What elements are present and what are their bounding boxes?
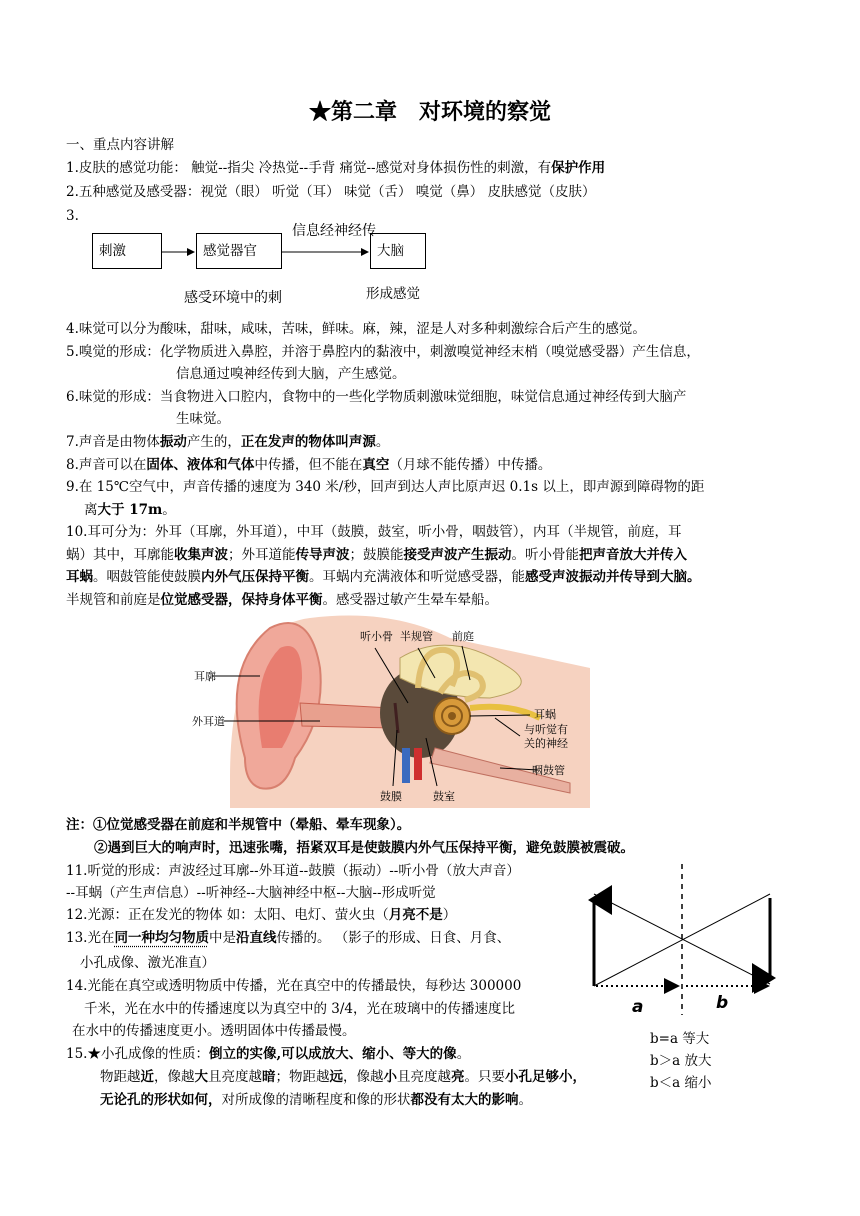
line-2: 2.五种感觉及感受器：视觉（眼） 听觉（耳） 味觉（舌） 嗅觉（鼻） 皮肤感觉（皮肤） — [66, 184, 596, 200]
bold-text: 小孔足够小， — [505, 1069, 586, 1085]
bold-text: 倒立的实像,可以成放大、缩小、等大的像 — [208, 1046, 457, 1062]
pinhole-diagram — [580, 860, 790, 1020]
bold-text: 耳蜗 — [66, 569, 93, 585]
text: 且亮度越 — [397, 1069, 451, 1085]
text: 8.声音可以在 — [66, 457, 147, 473]
bold-text: 位觉感受器，保持身体平衡 — [160, 592, 323, 608]
text: 离 — [84, 502, 98, 518]
text: 。 — [162, 502, 176, 518]
bold-text: 无论孔的形状如何， — [100, 1092, 222, 1108]
bold-text: 内外气压保持平衡 — [201, 569, 309, 585]
text: 。 — [518, 1092, 532, 1108]
line-15b — [100, 1066, 586, 1088]
text: 。耳蜗内充满液体和听觉感受器，能 — [309, 569, 525, 585]
ear-label-eustachian: 咽鼓管 — [532, 764, 565, 777]
text: 12.光源：正在发光的物体 如：太阳、电灯、萤火虫（ — [66, 907, 389, 923]
bold-text: 保护作用 — [551, 160, 606, 176]
text: 15.★小孔成像的性质： — [66, 1046, 209, 1062]
bold-text: 正在发声的物体叫声源 — [240, 434, 376, 450]
distance-b-label: b — [716, 993, 729, 1013]
text: ，像越 — [154, 1069, 195, 1085]
flow-form-label: 形成感觉 — [366, 286, 420, 302]
text: ；物距越 — [275, 1069, 330, 1085]
text: 蜗）其中，耳廓能 — [66, 547, 174, 563]
text: 7.声音是由物体 — [66, 434, 160, 450]
bold-text: 接受声波产生振动 — [403, 547, 512, 563]
text: 物距越 — [100, 1069, 141, 1085]
ear-label-ossicles: 听小骨 — [360, 630, 393, 643]
line-13a — [66, 927, 510, 949]
line-6a: 6.味觉的形成：当食物进入口腔内，食物中的一些化学物质刺激味觉细胞，味觉信息通过神经传到大脑产 — [66, 389, 687, 405]
line-11b: --耳蜗（产生声信息）--听神经--大脑神经中枢--大脑--形成听觉 — [66, 885, 436, 901]
bold-text: 收集声波 — [174, 547, 228, 563]
line-1 — [66, 157, 605, 179]
line-5b: 信息通过嗅神经传到大脑，产生感觉。 — [176, 366, 406, 382]
note-1: 注：①位觉感受器在前庭和半规管中（晕船、晕车现象）。 — [66, 817, 411, 833]
text: （月球不能传播）中传播。 — [389, 457, 552, 473]
page-title: ★第二章 对环境的察觉 — [308, 99, 551, 125]
text: 。 — [456, 1046, 471, 1062]
line-5a: 5.嗅觉的形成：化学物质进入鼻腔，并溶于鼻腔内的黏液中，刺激嗅觉神经末梢（嗅觉感受器）产生信息， — [66, 344, 700, 360]
line-10c — [66, 566, 701, 588]
text: 13.光在 — [66, 930, 115, 946]
line-3: 3. — [66, 208, 79, 224]
text: ；外耳道能 — [228, 547, 296, 563]
text: ，像越 — [343, 1069, 384, 1085]
bold-text: 把声音放大并传入 — [579, 547, 687, 563]
text: 1.皮肤的感觉功能： 触觉--指尖 冷热觉--手背 痛觉--感觉对身体损伤性的刺激，有 — [66, 160, 552, 176]
text: 。咽鼓管能使鼓膜 — [93, 569, 201, 585]
line-15c — [100, 1089, 532, 1111]
bold-text: 远 — [329, 1069, 343, 1085]
text: 且亮度越 — [208, 1069, 262, 1085]
text: ；鼓膜能 — [349, 547, 404, 563]
line-12 — [66, 904, 456, 926]
bold-text: 固体、液体和气体 — [146, 457, 255, 473]
text: ） — [442, 907, 457, 923]
flow-organ-box: 感觉器官 — [196, 233, 282, 269]
bold-text: 月亮不是 — [388, 907, 443, 923]
section-heading: 一、重点内容讲解 — [66, 137, 174, 153]
flow-arrows — [160, 240, 380, 264]
flow-stimulus-box: 刺激 — [92, 233, 162, 269]
text: 中是 — [208, 930, 236, 946]
ear-label-nerve-2: 关的神经 — [524, 737, 568, 750]
text: 。 — [375, 434, 390, 450]
ear-label-canal: 外耳道 — [192, 715, 225, 728]
line-14c: 在水中的传播速度更小。透明固体中传播最慢。 — [72, 1023, 356, 1039]
line-9b — [84, 499, 176, 521]
bold-text: 大 — [194, 1069, 208, 1085]
line-7 — [66, 431, 389, 453]
ear-label-nerve-1: 与听觉有 — [524, 723, 568, 736]
text: 产生的， — [186, 434, 241, 450]
ear-label-semicircular: 半规管 — [400, 630, 433, 643]
line-14a: 14.光能在真空或透明物质中传播，光在真空中的传播最快，每秒达 300000 — [66, 978, 522, 994]
ear-label-cochlea: 耳蜗 — [534, 708, 556, 721]
text: 。听小骨能 — [511, 547, 579, 563]
flow-nerve-label: 信息经神经传 — [292, 223, 376, 239]
bold-text: 近 — [140, 1069, 154, 1085]
line-13b: 小孔成像、激光准直） — [80, 955, 215, 971]
flow-brain-box: 大脑 — [370, 233, 426, 269]
text: 传播的。 （影子的形成、日食、月食、 — [276, 930, 511, 946]
line-10a: 10.耳可分为：外耳（耳廓，外耳道），中耳（鼓膜，鼓室，听小骨，咽鼓管），内耳（半规管，前庭，耳 — [66, 524, 682, 540]
line-14b: 千米，光在水中的传播速度以为真空中的 3/4，光在玻璃中的传播速度比 — [84, 1001, 516, 1017]
bold-text: 真空 — [362, 457, 390, 473]
text: 对所成像的清晰程度和像的形状 — [221, 1092, 411, 1108]
text: 。只要 — [464, 1069, 505, 1085]
note-2: ②遇到巨大的响声时，迅速张嘴，捂紧双耳是使鼓膜内外气压保持平衡，避免鼓膜被震破。 — [94, 840, 634, 856]
bold-text: 暗 — [262, 1069, 276, 1085]
distance-a-label: a — [632, 997, 644, 1017]
ear-label-auricle: 耳廓 — [194, 670, 216, 683]
line-9a: 9.在 15℃空气中，声音传播的速度为 340 米/秒，回声到达人声比原声迟 0.1s 以上，即声源到障碍物的距 — [66, 479, 705, 495]
line-11a: 11.听觉的形成：声波经过耳廓--外耳道--鼓膜（振动）--听小骨（放大声音） — [66, 863, 520, 879]
bold-text: 振动 — [159, 434, 187, 450]
line-10b — [66, 544, 687, 566]
bold-text: 亮 — [451, 1069, 465, 1085]
line-4: 4.味觉可以分为酸味，甜味，咸味，苦味，鲜味。麻，辣，涩是人对多种刺激综合后产生的感觉。 — [66, 321, 646, 337]
bold-text: 都没有太大的影响 — [410, 1092, 519, 1108]
bold-text: 大于 17m — [97, 502, 163, 518]
text: 中传播，但不能在 — [254, 457, 363, 473]
line-15a — [66, 1043, 470, 1065]
ear-label-tympanic: 鼓室 — [433, 790, 455, 803]
bold-text: 传导声波 — [295, 547, 350, 563]
ear-label-eardrum: 鼓膜 — [380, 790, 402, 803]
ear-diagram — [190, 608, 590, 808]
line-6b: 生味觉。 — [176, 411, 230, 427]
bold-text: 感受声波振动并传导到大脑。 — [525, 569, 701, 585]
text: 半规管和前庭是 — [66, 592, 161, 608]
line-8 — [66, 454, 551, 476]
pinhole-less: b＜a 缩小 — [650, 1075, 712, 1091]
ear-label-vestibule: 前庭 — [452, 630, 474, 643]
flow-feel-label: 感受环境中的刺 — [184, 290, 282, 306]
bold-text: 同一种均匀物质 — [114, 930, 209, 946]
pinhole-greater: b＞a 放大 — [650, 1053, 712, 1069]
bold-text: 沿直线 — [235, 930, 277, 946]
bold-text: 小 — [383, 1069, 397, 1085]
text: 。感受器过敏产生晕车晕船。 — [322, 592, 498, 608]
pinhole-equal: b=a 等大 — [650, 1031, 710, 1047]
